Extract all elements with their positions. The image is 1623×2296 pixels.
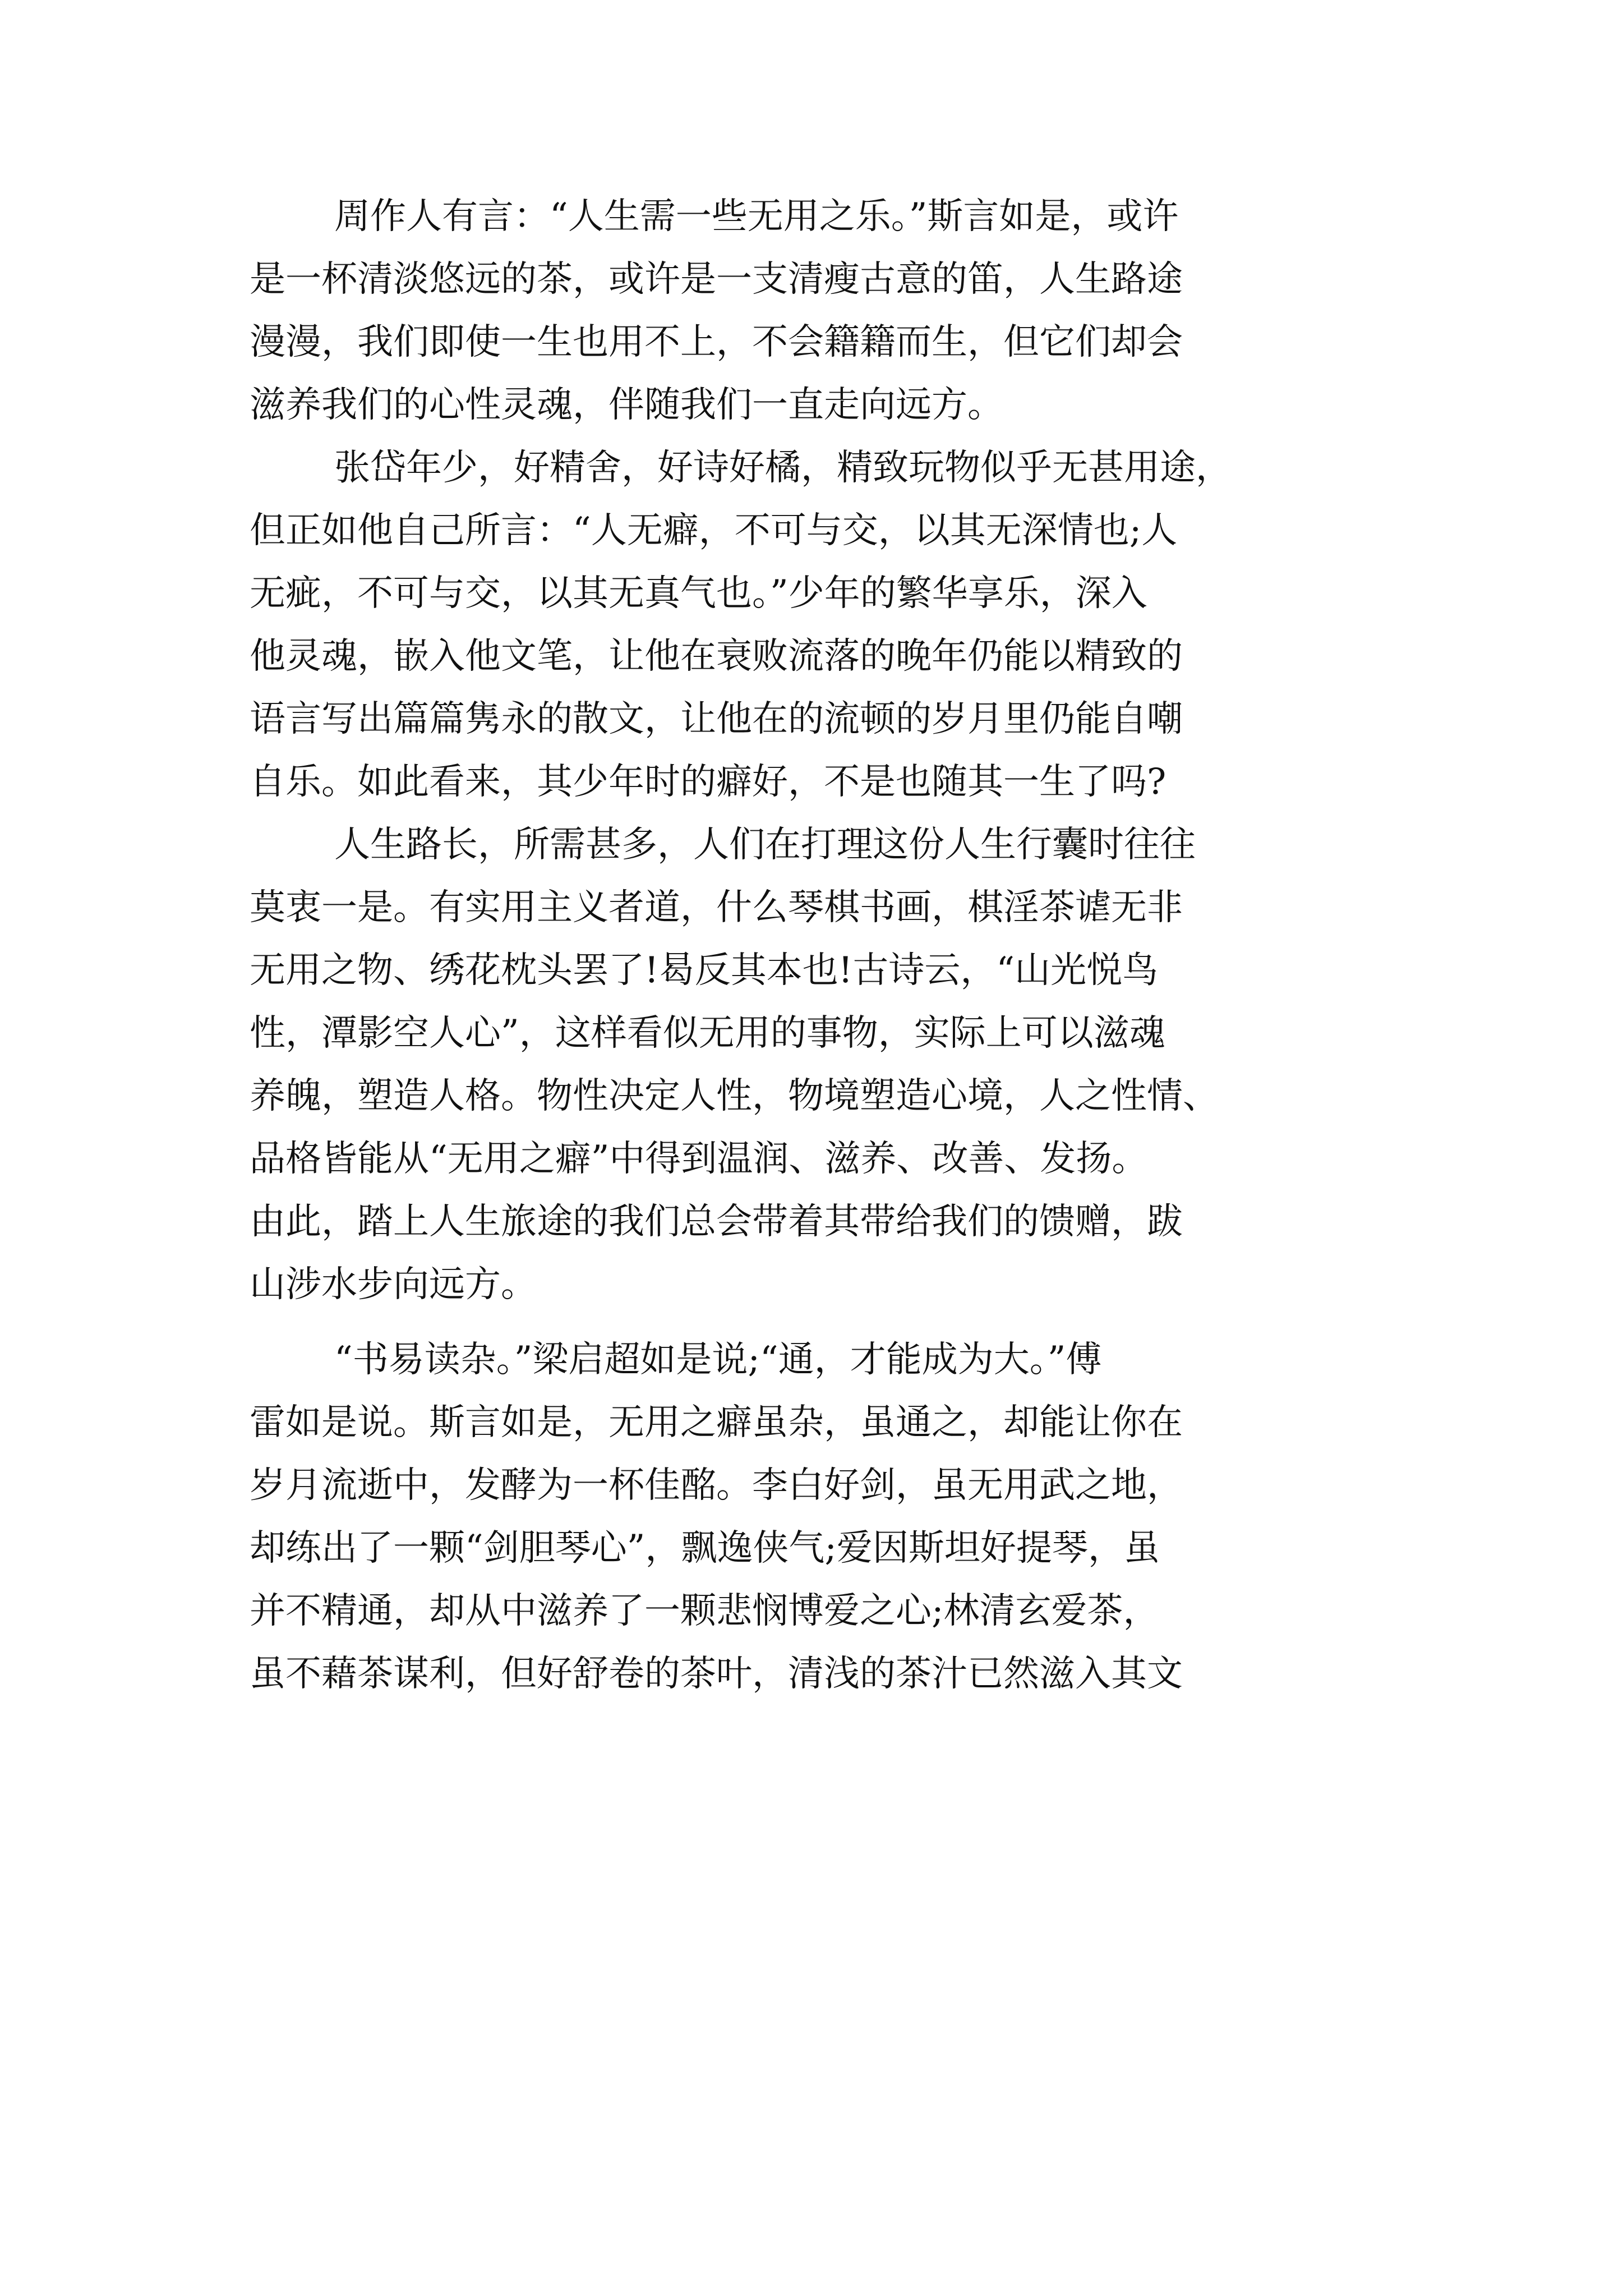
paragraph-line: 岁月流逝中，发酵为一杯佳酩。李白好剑，虽无用武之地， (250, 1465, 1183, 1506)
paragraph-line: 语言写出篇篇隽永的散文，让他在的流顿的岁月里仍能自嘲 (250, 698, 1183, 740)
paragraph-line: 山涉水步向远方。 (250, 1264, 537, 1305)
paragraph-line: 周作人有言：“人生需一些无用之乐。”斯言如是，或许 (334, 196, 1179, 237)
paragraph-2 (250, 436, 1394, 813)
paragraph-line: “书易读杂。”梁启超如是说;“通，才能成为大。”傅 (334, 1339, 1102, 1381)
paragraph-line: 却练出了一颗“剑胆琴心”，飘逸侠气;爱因斯坦好提琴，虽 (250, 1527, 1160, 1569)
paragraph-line: 由此，踏上人生旅途的我们总会带着其带给我们的馈赠，跋 (250, 1201, 1183, 1243)
paragraph-line: 自乐。如此看来，其少年时的癖好，不是也随其一生了吗? (250, 761, 1166, 803)
paragraph-line: 但正如他自己所言：“人无癖，不可与交，以其无深情也;人 (250, 510, 1178, 551)
paragraph-4 (250, 1328, 1394, 1705)
paragraph-spacer (250, 1316, 1394, 1328)
paragraph-line: 虽不藉茶谋利，但好舒卷的茶叶，清浅的茶汁已然滋入其文 (250, 1653, 1183, 1695)
paragraph-line: 雷如是说。斯言如是，无用之癖虽杂，虽通之，却能让你在 (250, 1402, 1183, 1443)
paragraph-line: 品格皆能从“无用之癖”中得到温润、滋养、改善、发扬。 (250, 1138, 1148, 1180)
paragraph-line: 莫衷一是。有实用主义者道，什么琴棋书画，棋淫茶谑无非 (250, 887, 1183, 928)
paragraph-3 (250, 813, 1394, 1316)
paragraph-line: 滋养我们的心性灵魂，伴随我们一直走向远方。 (250, 384, 1003, 426)
paragraph-line: 漫漫，我们即使一生也用不上，不会籍籍而生，但它们却会 (250, 321, 1183, 363)
paragraph-line: 张岱年少，好精舍，好诗好橘，精致玩物似乎无甚用途， (334, 447, 1232, 489)
paragraph-line: 他灵魂，嵌入他文笔，让他在衰败流落的晚年仍能以精致的 (250, 636, 1183, 677)
paragraph-line: 无用之物、绣花枕头罢了!曷反其本也!古诗云，“山光悦鸟 (250, 950, 1159, 991)
paragraph-line: 性，潭影空人心”，这样看似无用的事物，实际上可以滋魂 (250, 1013, 1165, 1054)
paragraph-line: 养魄，塑造人格。物性决定人性，物境塑造心境，人之性情、 (250, 1075, 1219, 1117)
paragraph-line: 人生路长，所需甚多，人们在打理这份人生行囊时往往 (334, 824, 1196, 866)
document-body (250, 185, 1394, 1705)
paragraph-line: 是一杯清淡悠远的茶，或许是一支清瘦古意的笛，人生路途 (250, 259, 1183, 300)
paragraph-line: 并不精通，却从中滋养了一颗悲悯博爱之心;林清玄爱茶， (250, 1590, 1159, 1632)
paragraph-line: 无疵，不可与交，以其无真气也。”少年的繁华享乐，深入 (250, 573, 1147, 614)
paragraph-1 (250, 185, 1394, 436)
